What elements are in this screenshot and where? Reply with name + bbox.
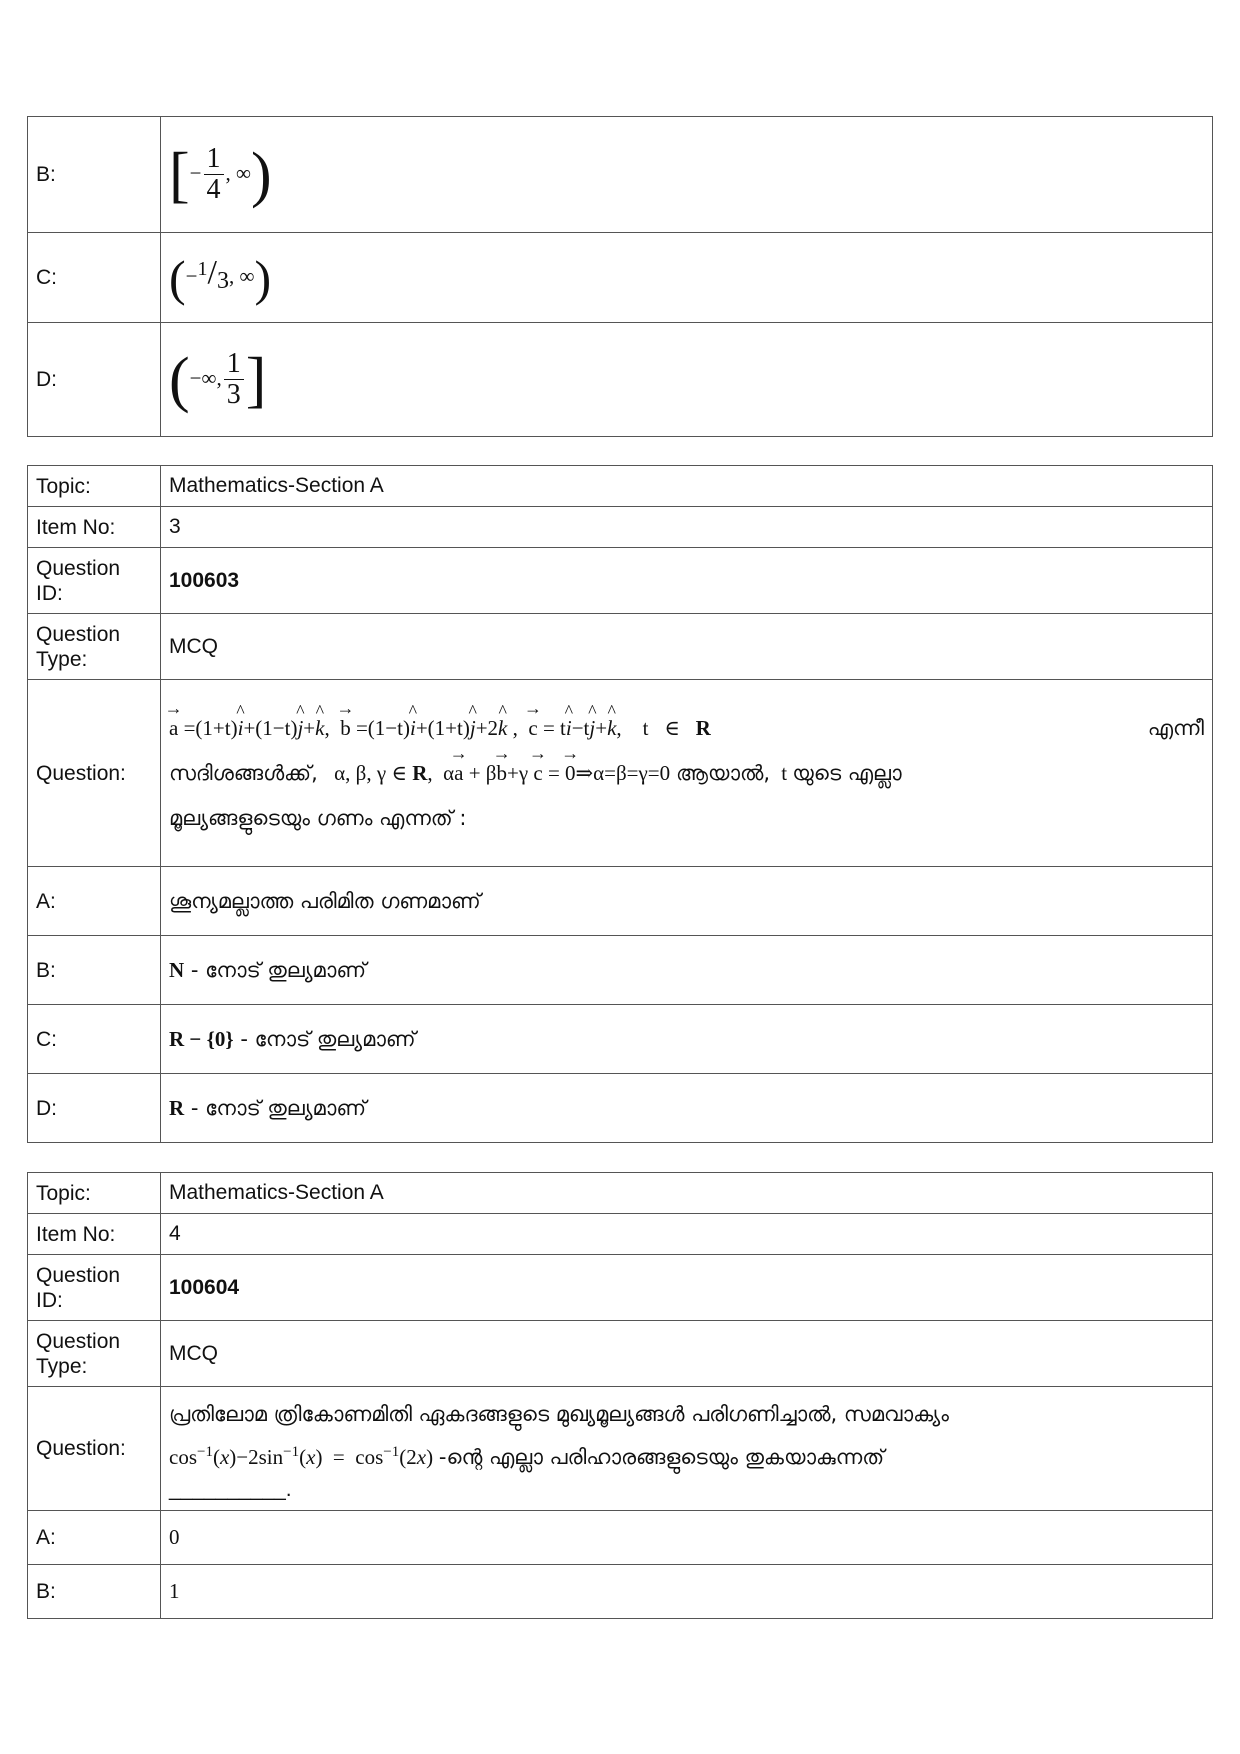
question-id-value: 100604	[161, 1255, 1213, 1321]
question-block-2-options	[27, 116, 1213, 437]
option-c-value: ($-^1/_3$, ∞)	[161, 233, 1213, 323]
option-label-a: A:	[28, 1511, 161, 1565]
option-a-text: ശൂന്യമല്ലാത്ത പരിമിത ഗണമാണ്	[161, 867, 1213, 936]
question-label: Question:	[28, 680, 161, 867]
option-d-value: (−∞, $\frac{1}{3}$ ]	[161, 323, 1213, 437]
option-label-b: B:	[28, 936, 161, 1005]
question-blank: __________.	[169, 1477, 292, 1501]
question-label: Question:	[28, 1387, 161, 1511]
question-id-label: Question ID:	[28, 1255, 161, 1321]
item-no-label: Item No:	[28, 507, 161, 548]
option-label-b: B:	[28, 1565, 161, 1619]
option-c-text: R − {0} - നോട് തുല്യമാണ്	[161, 1005, 1213, 1074]
question-type-value: MCQ	[161, 614, 1213, 680]
option-label-c: C:	[28, 233, 161, 323]
topic-value: Mathematics-Section A	[161, 1173, 1213, 1214]
question-block-item-3	[27, 465, 1213, 1143]
question-line-1: പ്രതിലോമ ത്രികോണമിതി ഏകദങ്ങളുടെ മുഖ്യമൂല്യങ്ങൾ പരിഗണിച്ചാൽ, സമവാക്യം	[169, 1401, 949, 1426]
option-label-d: D:	[28, 1074, 161, 1143]
option-label-b: B:	[28, 117, 161, 233]
question-text	[161, 1387, 1213, 1511]
question-type-label: Question Type:	[28, 614, 161, 680]
question-type-value: MCQ	[161, 1321, 1213, 1387]
item-no-value: 3	[161, 507, 1213, 548]
item-no-label: Item No:	[28, 1214, 161, 1255]
option-b-value: [− $\frac{1}{4}$ , ∞)	[161, 117, 1213, 233]
topic-label: Topic:	[28, 1173, 161, 1214]
option-label-a: A:	[28, 867, 161, 936]
option-label-d: D:	[28, 323, 161, 437]
topic-label: Topic:	[28, 466, 161, 507]
option-b-value: 1	[161, 1565, 1213, 1619]
topic-value: Mathematics-Section A	[161, 466, 1213, 507]
option-d-text: R - നോട് തുല്യമാണ്	[161, 1074, 1213, 1143]
question-text	[161, 680, 1213, 867]
question-id-value: 100603	[161, 548, 1213, 614]
question-line-2: $\cos^{-1}(x)-2\sin^{-1}(x) = \cos^{-1}(2x)$ -ന്റെ എല്ലാ പരിഹാരങ്ങളുടെയും തുകയാകുന്നത്	[169, 1443, 885, 1469]
question-id-label: Question ID:	[28, 548, 161, 614]
question-line-3: മൂല്യങ്ങളുടെയും ഗണം എന്നത് :	[169, 806, 467, 830]
question-line-1: → a =(1+t)^ i+(1−t)^ j+^ k, → b =(1−t)^ i+(1+t)^ j+2^ k , → c = t^ i−t^ j+^ k, t ∈ R എന്നീ	[169, 706, 1204, 751]
item-no-value: 4	[161, 1214, 1213, 1255]
question-block-item-4	[27, 1172, 1213, 1619]
option-b-text: N - നോട് തുല്യമാണ്	[161, 936, 1213, 1005]
option-a-value: 0	[161, 1511, 1213, 1565]
question-line-2: സദിശങ്ങൾക്ക്, α, β, γ ∈ R, α→ a + β→ b+γ → c = → 0⇒α=β=γ=0 ആയാൽ, t യുടെ എല്ലാ	[169, 751, 1204, 796]
question-type-label: Question Type:	[28, 1321, 161, 1387]
option-label-c: C:	[28, 1005, 161, 1074]
